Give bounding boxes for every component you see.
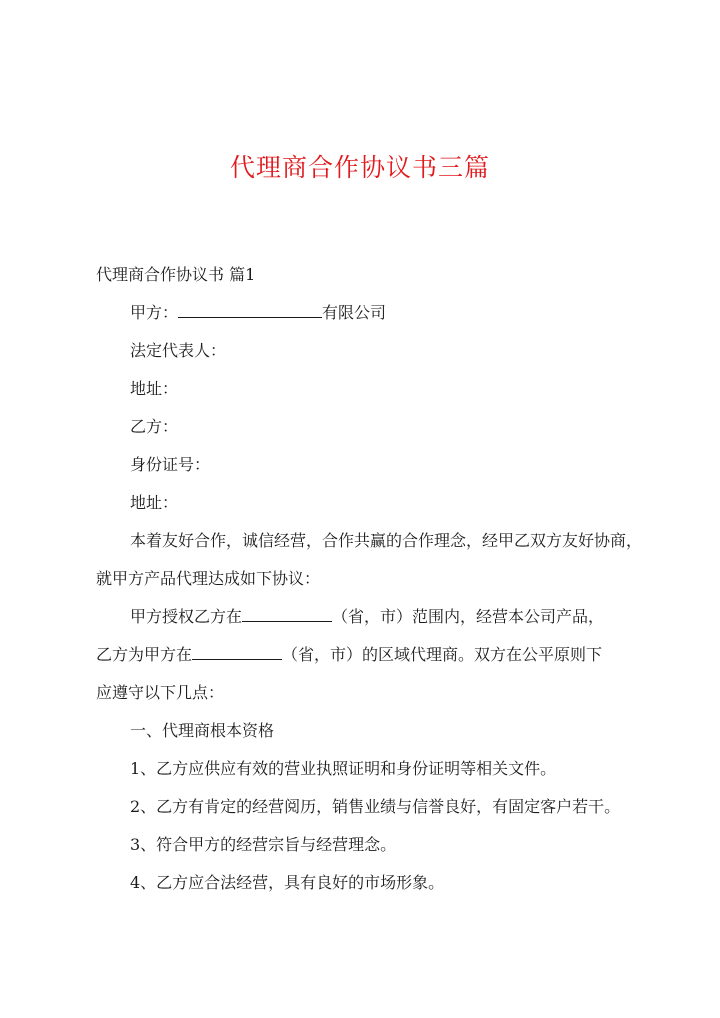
auth-text-4: （省，市）的区域代理商。双方在公平原则下 — [282, 645, 603, 664]
party-a-label: 甲方： — [130, 303, 179, 322]
auth-text-1: 甲方授权乙方在 — [130, 607, 243, 626]
address-a-line: 地址： — [130, 379, 179, 398]
clause-heading: 一、代理商根本资格 — [130, 721, 275, 740]
party-a-blank[interactable] — [178, 300, 322, 318]
address-b-line: 地址： — [130, 493, 179, 512]
authorization-line-2 — [96, 636, 642, 674]
auth-text-3: 乙方为甲方在 — [96, 645, 193, 664]
preamble-paragraph: 本着友好合作，诚信经营，合作共赢的合作理念，经甲乙双方友好协商，就甲方产品代理达成如下协议： — [96, 531, 643, 588]
party-a-line — [96, 294, 642, 332]
legal-rep-line: 法定代表人： — [130, 341, 227, 360]
id-number-line: 身份证号： — [130, 455, 211, 474]
list-item: 4、乙方应合法经营，具有良好的市场形象。 — [130, 873, 445, 892]
party-a-suffix: 有限公司 — [322, 303, 387, 322]
document-title: 代理商合作协议书三篇 — [229, 153, 490, 182]
document-body — [96, 256, 642, 902]
party-b-line: 乙方： — [130, 417, 179, 436]
province-blank-2[interactable] — [192, 642, 282, 660]
authorization-line-1 — [96, 598, 642, 636]
province-blank-1[interactable] — [242, 604, 332, 622]
list-item: 3、符合甲方的经营宗旨与经营理念。 — [130, 835, 397, 854]
list-item: 2、乙方有肯定的经营阅历，销售业绩与信誉良好，有固定客户若干。 — [130, 797, 621, 816]
auth-text-2: （省，市）范围内，经营本公司产品， — [332, 607, 605, 626]
authorization-line-3: 应遵守以下几点： — [96, 683, 225, 702]
list-item: 1、乙方应供应有效的营业执照证明和身份证明等相关文件。 — [130, 759, 557, 778]
section-heading: 代理商合作协议书 篇1 — [96, 265, 256, 284]
